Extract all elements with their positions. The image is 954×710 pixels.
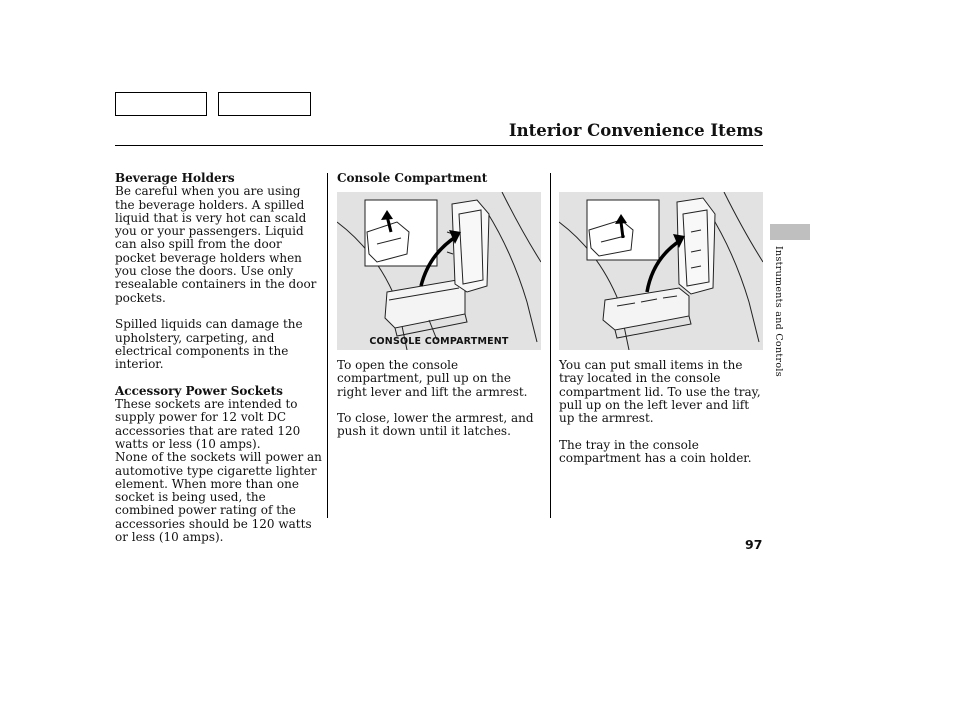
page-number: 97 <box>745 537 763 552</box>
column-left <box>115 172 323 544</box>
console-tray-drawing <box>559 192 763 350</box>
power-sockets-text-2: None of the sockets will power an automotive type cigarette lighter element. When more than one socket is being used, the combined power rating of the accessories should be 120 watts or less (10 amps). <box>115 450 322 545</box>
console-heading-block <box>337 172 542 185</box>
console-close-text: To close, lower the armrest, and push it down until it latches. <box>337 411 534 439</box>
section-tab <box>770 224 810 240</box>
header-rule <box>115 145 763 146</box>
power-sockets-text: These sockets are intended to supply power for 12 volt DC accessories that are rated 120 watts or less (10 amps). <box>115 397 301 451</box>
nav-button-next[interactable] <box>218 92 311 116</box>
column-right <box>559 359 765 465</box>
tray-usage-text: You can put small items in the tray located in the console compartment lid. To use the tray, pull up on the left lever and lift up the armrest. <box>559 358 761 426</box>
column-divider <box>550 173 551 518</box>
beverage-holders-heading: Beverage Holders <box>115 171 235 185</box>
coin-holder-text: The tray in the console compartment has a coin holder. <box>559 437 752 466</box>
console-open-text: To open the console compartment, pull up on the right lever and lift the armrest. <box>337 358 528 399</box>
console-open-illustration <box>337 192 541 350</box>
page-title: Interior Convenience Items <box>508 121 763 140</box>
column-divider <box>327 173 328 518</box>
nav-button-previous[interactable] <box>115 92 207 116</box>
beverage-holders-text-2: Spilled liquids can damage the upholstery, carpeting, and electrical components in the interior. <box>115 317 303 372</box>
console-compartment-heading: Console Compartment <box>337 171 488 185</box>
power-sockets-heading: Accessory Power Sockets <box>115 383 283 398</box>
console-open-drawing <box>337 192 541 350</box>
console-tray-illustration <box>559 192 763 350</box>
section-label: Instruments and Controls <box>773 246 784 377</box>
beverage-holders-text: Be careful when you are using the beverage holders. A spilled liquid that is very hot can scald you or your passengers. Liquid can also spill from the door pocket beverage holders when you close the doors. Use only resealable containers in the door pockets. <box>115 184 317 305</box>
console-compartment-caption: CONSOLE COMPARTMENT <box>369 336 509 347</box>
column-middle <box>337 359 542 439</box>
